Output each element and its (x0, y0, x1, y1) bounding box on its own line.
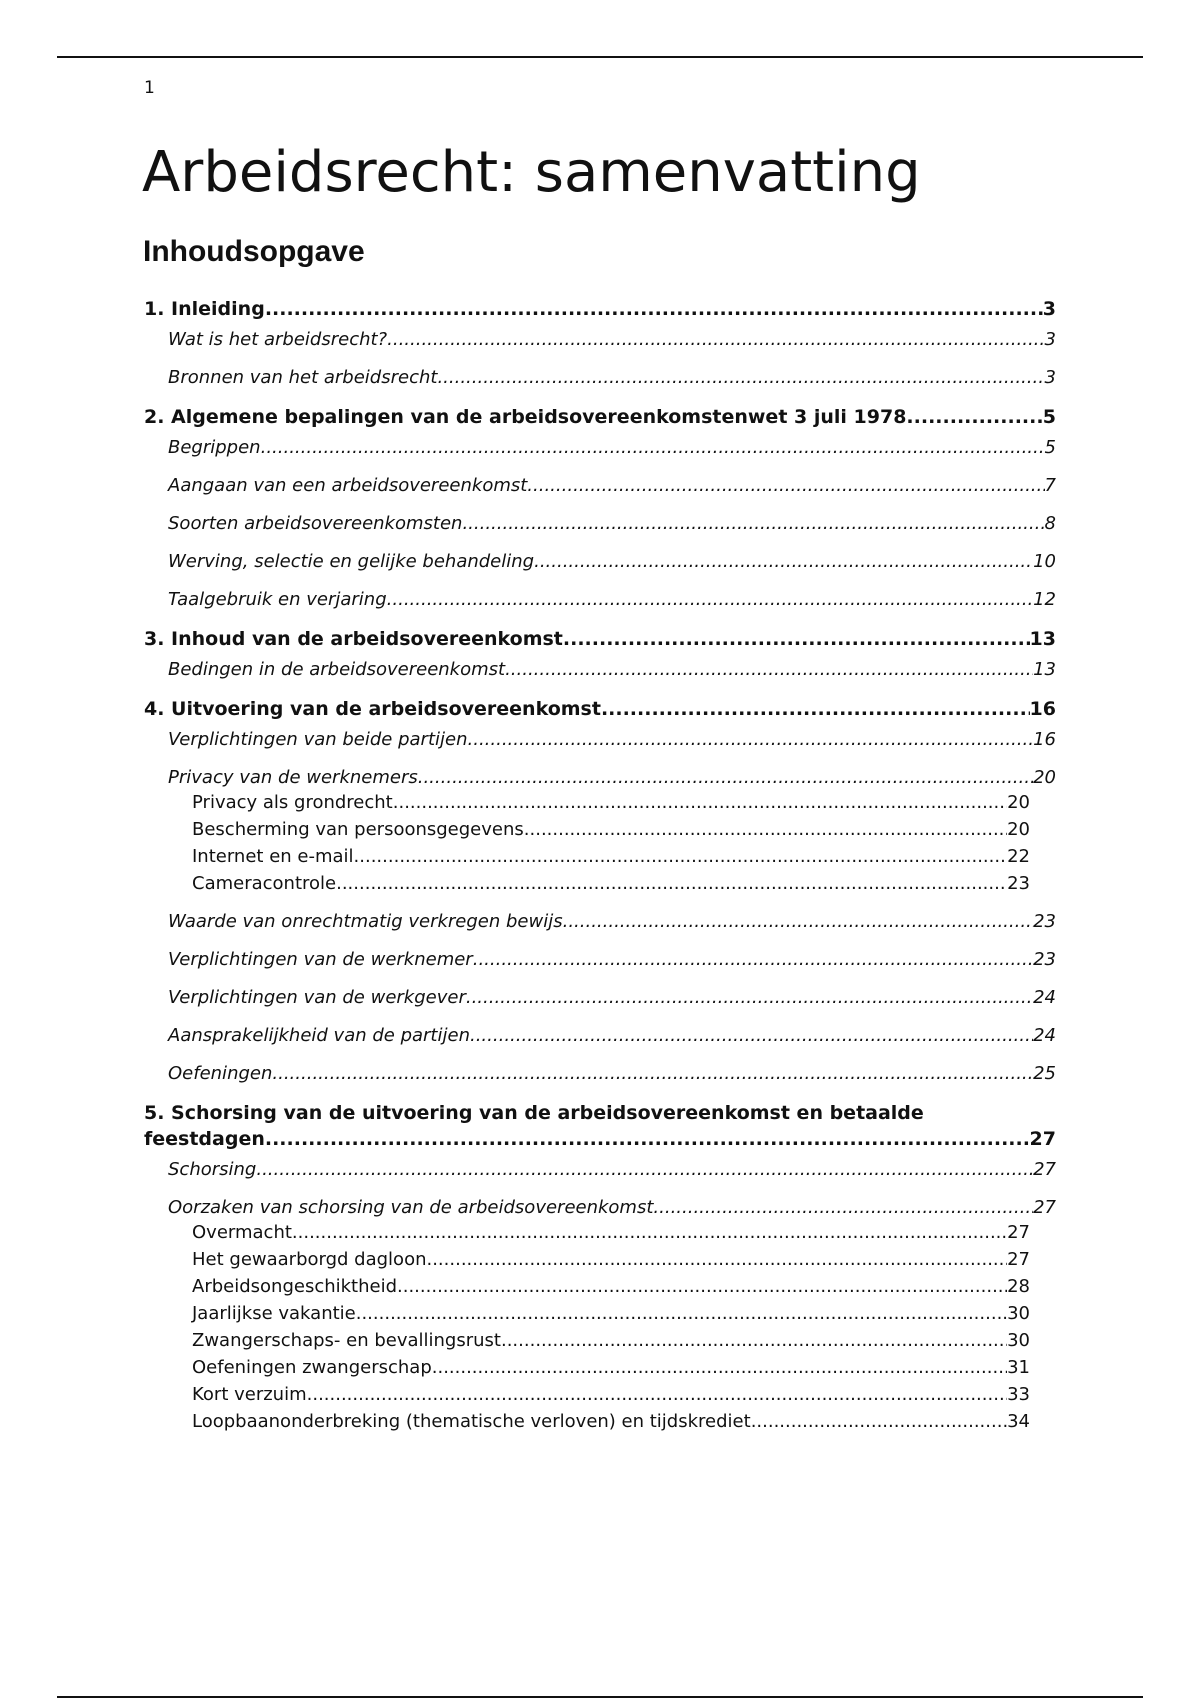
toc-entry-label: Verplichtingen van beide partijen (168, 729, 468, 750)
dot-leader (601, 696, 1030, 722)
toc-entry-page: 24 (1033, 987, 1056, 1008)
toc-entry-label-line2: feestdagen (144, 1128, 265, 1150)
toc-entry-page: 20 (1007, 792, 1030, 813)
toc-entry-page: 27 (1007, 1249, 1030, 1270)
toc-heading: Inhoudsopgave (143, 235, 365, 268)
dot-leader (336, 872, 1007, 896)
toc-entry-page: 3 (1044, 367, 1056, 388)
footer-rule (57, 1696, 1143, 1698)
toc-section-4-5[interactable] (144, 986, 1056, 1010)
toc-section-2-4[interactable] (144, 550, 1056, 574)
toc-section-4-6[interactable] (144, 1024, 1056, 1048)
toc-subsection-4-2-1[interactable] (144, 791, 1056, 815)
toc-entry-label: Verplichtingen van de werkgever (168, 987, 466, 1008)
dot-leader (265, 296, 1043, 322)
dot-leader (653, 1196, 1033, 1220)
toc-entry-page: 33 (1007, 1384, 1030, 1405)
dot-leader (501, 1329, 1007, 1353)
toc-entry-page: 13 (1033, 659, 1056, 680)
toc-entry-label: Oefeningen zwangerschap (192, 1357, 432, 1378)
toc-chapter-3[interactable] (144, 626, 1056, 652)
toc-entry-label: Jaarlijkse vakantie (192, 1303, 356, 1324)
toc-entry-label: 3. Inhoud van de arbeidsovereenkomst (144, 628, 563, 650)
toc-entry-label: Privacy als grondrecht (192, 792, 393, 813)
toc-section-4-4[interactable] (144, 948, 1056, 972)
toc-subsection-4-2-4[interactable] (144, 872, 1056, 896)
dot-leader (432, 1356, 1007, 1380)
toc-entry-label: Soorten arbeidsovereenkomsten (168, 513, 463, 534)
dot-leader (462, 512, 1044, 536)
toc-entry-page: 16 (1029, 698, 1056, 720)
dot-leader (563, 626, 1030, 652)
dot-leader (527, 474, 1044, 498)
toc-entry-page: 3 (1042, 298, 1056, 320)
toc-entry-label: Oorzaken van schorsing van de arbeidsovereenkomst (168, 1197, 654, 1218)
toc-entry-label: Loopbaanonderbreking (thematische verloven) en tijdskrediet (192, 1411, 751, 1432)
dot-leader (466, 986, 1033, 1010)
dot-leader (505, 658, 1033, 682)
dot-leader (524, 818, 1007, 842)
toc-entry-label: Waarde van onrechtmatig verkregen bewijs (168, 911, 563, 932)
toc-entry-label: 4. Uitvoering van de arbeidsovereenkomst (144, 698, 601, 720)
toc-entry-label: Oefeningen (168, 1063, 273, 1084)
toc-entry-label: 2. Algemene bepalingen van de arbeidsovereenkomstenwet 3 juli 1978 (144, 406, 907, 428)
dot-leader (751, 1410, 1007, 1434)
header-rule (57, 56, 1143, 58)
toc-section-4-3[interactable] (144, 910, 1056, 934)
dot-leader (397, 1275, 1007, 1299)
dot-leader (534, 550, 1033, 574)
dot-leader (563, 910, 1034, 934)
toc-entry-page: 16 (1033, 729, 1056, 750)
toc-entry-label: Bescherming van persoonsgegevens (192, 819, 524, 840)
toc-entry-label: Taalgebruik en verjaring (168, 589, 387, 610)
dot-leader (470, 1024, 1033, 1048)
toc-entry-page: 27 (1007, 1222, 1030, 1243)
toc-entry-label: Aangaan van een arbeidsovereenkomst (168, 475, 528, 496)
dot-leader (265, 1126, 1030, 1152)
toc-entry-page: 22 (1007, 846, 1030, 867)
toc-entry-label: Bedingen in de arbeidsovereenkomst (168, 659, 506, 680)
toc-entry-page: 23 (1033, 911, 1056, 932)
toc-chapter-4[interactable] (144, 696, 1056, 722)
toc-entry-label: Zwangerschaps- en bevallingsrust (192, 1330, 501, 1351)
toc-subsection-4-2-3[interactable] (144, 845, 1056, 869)
document-title: Arbeidsrecht: samenvatting (142, 140, 921, 205)
toc-subsection-5-2-2[interactable] (144, 1248, 1056, 1272)
toc-entry-page: 27 (1029, 1128, 1056, 1150)
toc-entry-label: 1. Inleiding (144, 298, 265, 320)
dot-leader (473, 948, 1033, 972)
toc-entry-label: Verplichtingen van de werknemer (168, 949, 473, 970)
toc-entry-label: Bronnen van het arbeidsrecht (168, 367, 438, 388)
toc-section-3-1[interactable] (144, 658, 1056, 682)
toc-entry-page: 8 (1044, 513, 1056, 534)
toc-entry-page: 20 (1007, 819, 1030, 840)
toc-entry-label: Cameracontrole (192, 873, 337, 894)
toc-subsection-4-2-2[interactable] (144, 818, 1056, 842)
dot-leader (437, 366, 1044, 390)
toc-section-5-1[interactable] (144, 1158, 1056, 1182)
toc-entry-page: 13 (1029, 628, 1056, 650)
dot-leader (354, 845, 1008, 869)
toc-entry-page: 24 (1033, 1025, 1056, 1046)
toc-entry-page: 23 (1007, 873, 1030, 894)
toc-entry-page: 30 (1007, 1330, 1030, 1351)
toc-entry-page: 23 (1033, 949, 1056, 970)
toc-section-2-2[interactable] (144, 474, 1056, 498)
toc-section-2-3[interactable] (144, 512, 1056, 536)
toc-entry-page: 5 (1044, 437, 1056, 458)
dot-leader (261, 436, 1045, 460)
toc-entry-label: Begrippen (168, 437, 261, 458)
toc-section-2-5[interactable] (144, 588, 1056, 612)
toc-entry-page: 30 (1007, 1303, 1030, 1324)
toc-entry-label: Aansprakelijkheid van de partijen (168, 1025, 470, 1046)
toc-chapter-5[interactable] (144, 1100, 1056, 1152)
page-number: 1 (144, 78, 155, 98)
dot-leader (906, 404, 1042, 430)
dot-leader (418, 766, 1033, 790)
toc-section-4-7[interactable] (144, 1062, 1056, 1086)
toc-entry-page: 28 (1007, 1276, 1030, 1297)
toc-entry-label: Privacy van de werknemers (168, 767, 418, 788)
toc-section-5-2[interactable] (144, 1196, 1056, 1220)
toc-section-4-1[interactable] (144, 728, 1056, 752)
toc-subsection-5-2-5[interactable] (144, 1329, 1056, 1353)
dot-leader (387, 588, 1033, 612)
toc-entry-label: Arbeidsongeschiktheid (192, 1276, 398, 1297)
toc-subsection-5-2-7[interactable] (144, 1383, 1056, 1407)
toc-entry-page: 12 (1033, 589, 1056, 610)
toc-entry-page: 27 (1033, 1197, 1056, 1218)
toc-entry-page: 20 (1033, 767, 1056, 788)
toc-entry-page: 34 (1007, 1411, 1030, 1432)
toc-entry-label: Wat is het arbeidsrecht? (168, 329, 388, 350)
toc-section-2-1[interactable] (144, 436, 1056, 460)
dot-leader (256, 1158, 1033, 1182)
toc-entry-page: 27 (1033, 1159, 1056, 1180)
toc-entry-label: Werving, selectie en gelijke behandeling (168, 551, 535, 572)
dot-leader (387, 328, 1044, 352)
toc-entry-page: 3 (1044, 329, 1056, 350)
toc-entry-page: 25 (1033, 1063, 1056, 1084)
toc-subsection-5-2-1[interactable] (144, 1221, 1056, 1245)
toc-entry-label: Schorsing (168, 1159, 257, 1180)
toc-entry-label: Internet en e-mail (192, 846, 354, 867)
dot-leader (292, 1221, 1007, 1245)
dot-leader (307, 1383, 1007, 1407)
dot-leader (426, 1248, 1007, 1272)
toc-subsection-5-2-3[interactable] (144, 1275, 1056, 1299)
toc-section-4-2[interactable] (144, 766, 1056, 790)
toc-entry-page: 31 (1007, 1357, 1030, 1378)
toc-chapter-2[interactable] (144, 404, 1056, 430)
toc-entry-label-line1: 5. Schorsing van de uitvoering van de arbeidsovereenkomst en betaalde (144, 1102, 924, 1124)
table-of-contents (144, 296, 1056, 1448)
toc-entry-label: Overmacht (192, 1222, 292, 1243)
toc-entry-page: 10 (1033, 551, 1056, 572)
dot-leader (272, 1062, 1033, 1086)
dot-leader (393, 791, 1007, 815)
toc-subsection-5-2-6[interactable] (144, 1356, 1056, 1380)
dot-leader (468, 728, 1034, 752)
toc-entry-label: Het gewaarborgd dagloon (192, 1249, 427, 1270)
toc-entry-page: 5 (1042, 406, 1056, 428)
toc-entry-label: Kort verzuim (192, 1384, 307, 1405)
toc-entry-page: 7 (1044, 475, 1056, 496)
toc-section-1-2[interactable] (144, 366, 1056, 390)
toc-subsection-5-2-8[interactable] (144, 1410, 1056, 1434)
toc-chapter-1[interactable] (144, 296, 1056, 322)
dot-leader (356, 1302, 1007, 1326)
toc-subsection-5-2-4[interactable] (144, 1302, 1056, 1326)
toc-section-1-1[interactable] (144, 328, 1056, 352)
